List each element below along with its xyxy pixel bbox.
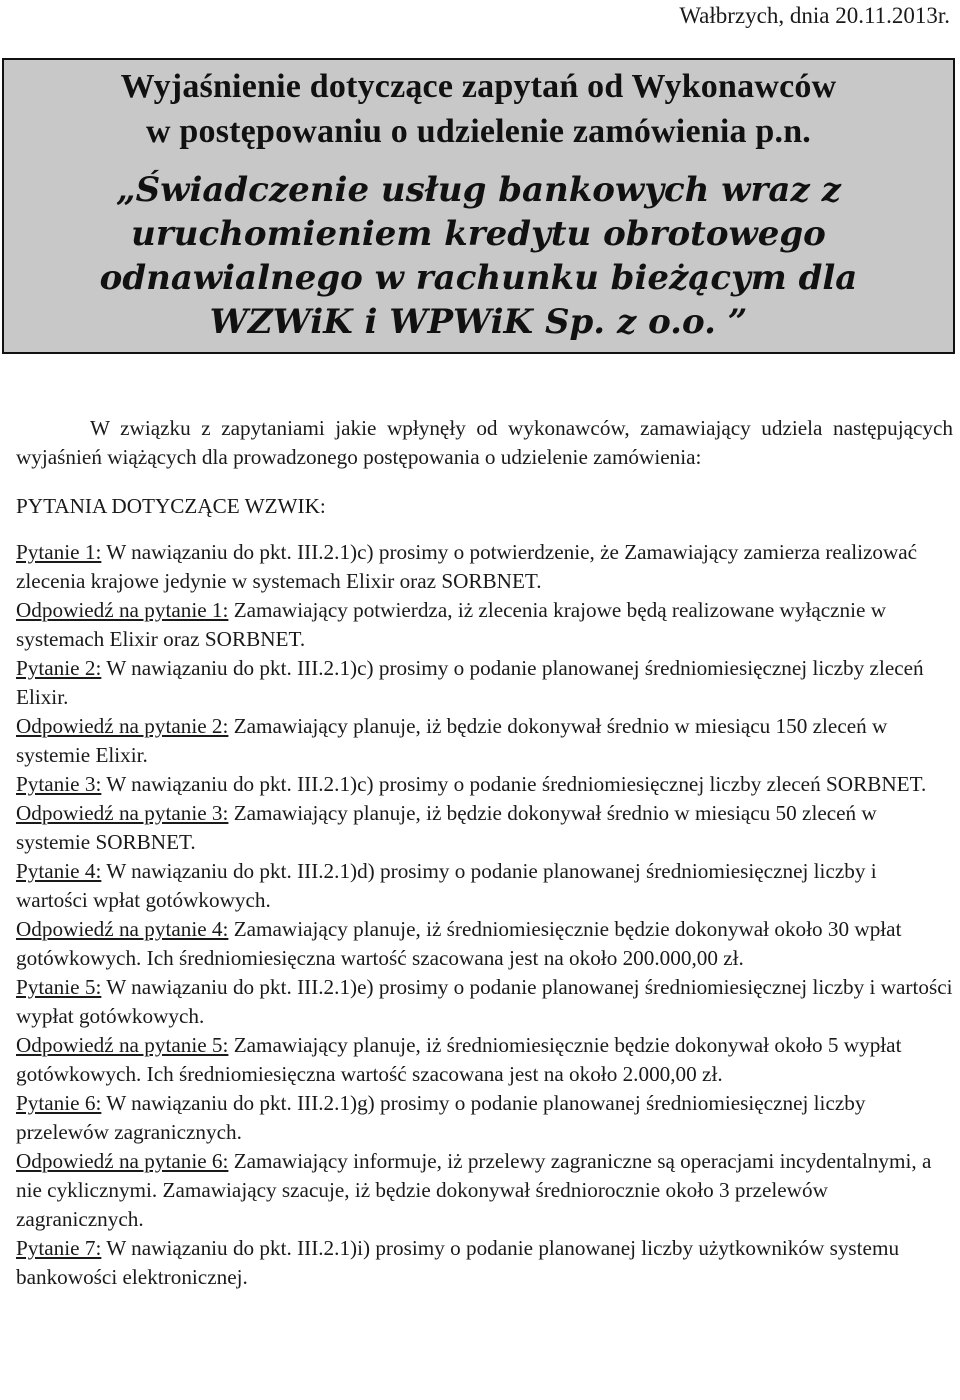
- question-label: Pytanie 3:: [16, 772, 102, 796]
- answer-label: Odpowiedź na pytanie 2:: [16, 714, 229, 738]
- question-label: Pytanie 5:: [16, 975, 102, 999]
- answer-label: Odpowiedź na pytanie 1:: [16, 598, 229, 622]
- answer-text: Zamawiający potwierdza, iż zlecenia krajowe będą realizowane wyłącznie w systemach Elixir oraz SORBNET.: [16, 598, 887, 651]
- question-5: [16, 973, 953, 1031]
- answer-text: Zamawiający planuje, iż średniomiesięcznie będzie dokonywał około 30 wpłat gotówkowych. Ich średniomiesięczna wartość szacowana jest na około 200.000,00 zł.: [16, 917, 902, 970]
- question-text: W nawiązaniu do pkt. III.2.1)g) prosimy o podanie planowanej średniomiesięcznej liczby przelewów zagranicznych.: [16, 1091, 866, 1144]
- answer-label: Odpowiedź na pytanie 5:: [16, 1033, 229, 1057]
- answer-3: [16, 799, 953, 857]
- question-text: W nawiązaniu do pkt. III.2.1)c) prosimy o podanie średniomiesięcznej liczby zleceń SORBNET.: [101, 772, 927, 796]
- title-line-1: Wyjaśnienie dotyczące zapytań od Wykonawców: [120, 68, 837, 105]
- intro-paragraph: W związku z zapytaniami jakie wpłynęły od wykonawców, zamawiający udziela następujących wyjaśnień wiążących dla prowadzonego postępowania o udzielenie zamówienia:: [16, 416, 953, 469]
- question-label: Pytanie 1:: [16, 540, 102, 564]
- section-heading: PYTANIA DOTYCZĄCE WZWIK:: [16, 494, 326, 518]
- question-label: Pytanie 7:: [16, 1236, 102, 1260]
- question-text: W nawiązaniu do pkt. III.2.1)c) prosimy o potwierdzenie, że Zamawiający zamierza realizować zlecenia krajowe jedynie w systemach Elixir oraz SORBNET.: [16, 540, 918, 593]
- answer-1: [16, 596, 953, 654]
- answer-label: Odpowiedź na pytanie 6:: [16, 1149, 229, 1173]
- question-label: Pytanie 2:: [16, 656, 102, 680]
- answer-text: Zamawiający planuje, iż będzie dokonywał średnio w miesiącu 50 zleceń w systemie SORBNET.: [16, 801, 877, 854]
- title-line-2: w postępowaniu o udzielenie zamówienia p.n.: [145, 113, 812, 150]
- document-header: [2, 58, 955, 354]
- question-text: W nawiązaniu do pkt. III.2.1)i) prosimy o podanie planowanej liczby użytkowników systemu bankowości elektronicznej.: [16, 1236, 900, 1289]
- question-text: W nawiązaniu do pkt. III.2.1)e) prosimy o podanie planowanej średniomiesięcznej liczby i wartości wypłat gotówkowych.: [16, 975, 953, 1028]
- question-3: [16, 770, 953, 799]
- question-label: Pytanie 6:: [16, 1091, 102, 1115]
- answer-text: Zamawiający planuje, iż będzie dokonywał średnio w miesiącu 150 zleceń w systemie Elixir.: [16, 714, 888, 767]
- answer-4: [16, 915, 953, 973]
- answer-text: Zamawiający informuje, iż przelewy zagraniczne są operacjami incydentalnymi, a nie cyklicznymi. Zamawiający szacuje, iż będzie dokonywał średniorocznie około 3 przelewów zagranicznych.: [16, 1149, 932, 1231]
- answer-2: [16, 712, 953, 770]
- procurement-subject: „Świadczenie usług bankowych wraz z uruchomieniem kredytu obrotowego odnawialnego w rachunku bieżącym dla WZWiK i WPWiK Sp. z o.o. ”: [99, 170, 858, 342]
- question-4: [16, 857, 953, 915]
- answer-5: [16, 1031, 953, 1089]
- question-1: [16, 538, 953, 596]
- document-date: Wałbrzych, dnia 20.11.2013r.: [679, 3, 950, 28]
- question-6: [16, 1089, 953, 1147]
- question-text: W nawiązaniu do pkt. III.2.1)d) prosimy o podanie planowanej średniomiesięcznej liczby i wartości wpłat gotówkowych.: [16, 859, 877, 912]
- answer-label: Odpowiedź na pytanie 4:: [16, 917, 229, 941]
- question-7: [16, 1234, 953, 1292]
- question-label: Pytanie 4:: [16, 859, 102, 883]
- question-2: [16, 654, 953, 712]
- answer-6: [16, 1147, 953, 1234]
- question-text: W nawiązaniu do pkt. III.2.1)c) prosimy o podanie planowanej średniomiesięcznej liczby zleceń Elixir.: [16, 656, 924, 709]
- document-title: [4, 60, 953, 154]
- answer-text: Zamawiający planuje, iż średniomiesięcznie będzie dokonywał około 5 wypłat gotówkowych. Ich średniomiesięczna wartość szacowana jest na około 2.000,00 zł.: [16, 1033, 902, 1086]
- answer-label: Odpowiedź na pytanie 3:: [16, 801, 229, 825]
- document-body: [16, 414, 953, 1292]
